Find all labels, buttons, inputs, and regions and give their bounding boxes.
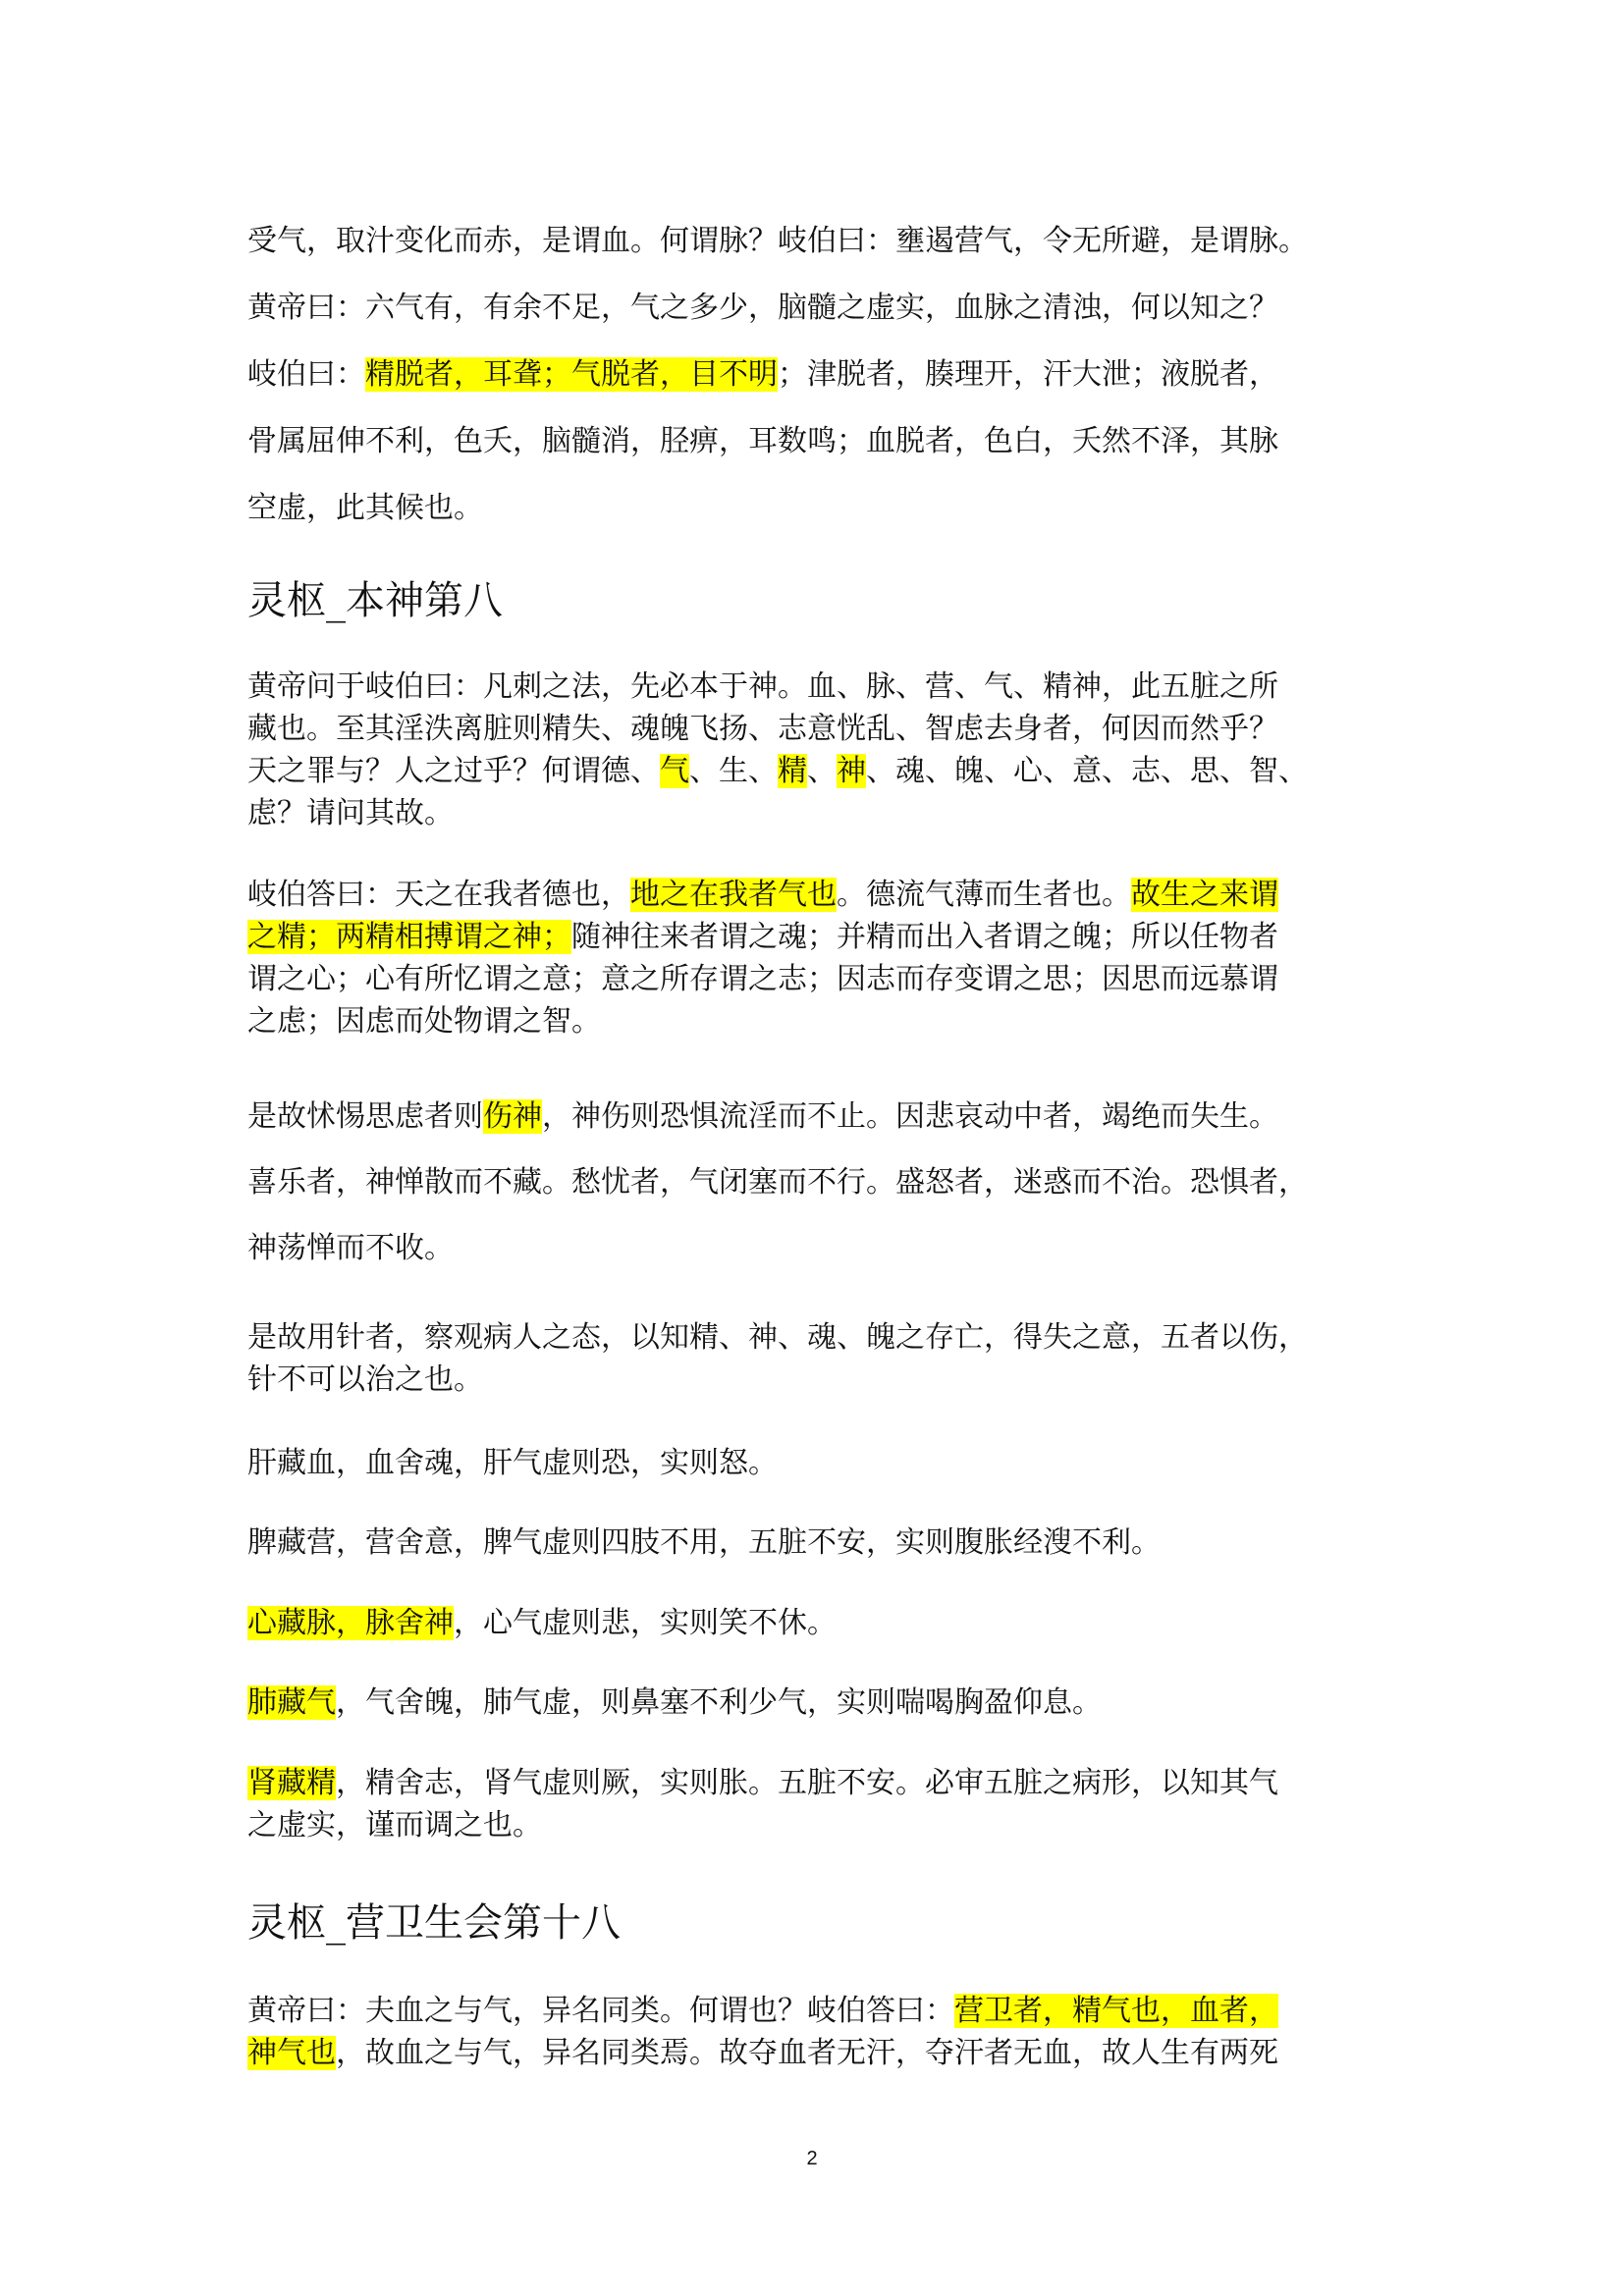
text-line (247, 958, 1391, 1000)
text-run: ，心气虚则悲，实则笑不休。 (454, 1606, 837, 1640)
highlighted-text: 精 (778, 754, 807, 788)
text-run: 、魂、魄、心、意、志、思、智、 (866, 754, 1308, 788)
page-number: 2 (806, 2148, 818, 2169)
text-run: 空虚，此其候也。 (247, 491, 483, 525)
text-run: 是故怵惕思虑者则 (247, 1099, 483, 1134)
highlighted-text: 神气也 (247, 2036, 336, 2070)
text-run: ，气舍魄，肺气虚，则鼻塞不利少气，实则喘喝胸盈仰息。 (336, 1685, 1102, 1720)
text-line (247, 916, 1391, 958)
section-heading-yingwei: 灵枢_营卫生会第十八 (247, 1900, 621, 1946)
text-run: 是故用针者，察观病人之态，以知精、神、魂、魄之存亡，得失之意，五者以伤， (247, 1320, 1308, 1355)
benshen-paragraph-4 (247, 1316, 1391, 1401)
text-run: 黄帝问于岐伯曰：凡刺之法，先必本于神。血、脉、营、气、精神，此五脏之所 (247, 669, 1278, 704)
highlighted-text: 故生之来谓 (1131, 878, 1278, 912)
section-heading-benshen: 灵枢_本神第八 (247, 578, 503, 623)
text-run: ，故血之与气，异名同类焉。故夺血者无汗，夺汗者无血，故人生有两死 (336, 2036, 1278, 2070)
benshen-paragraph-2 (247, 874, 1391, 1042)
highlighted-text: 之精；两精相搏谓之神； (247, 920, 571, 954)
text-line (247, 874, 1391, 916)
text-line (247, 1804, 1391, 1846)
text-run: 受气，取汁变化而赤，是谓血。何谓脉？岐伯曰：壅遏营气，令无所避，是谓脉。 (247, 224, 1308, 258)
text-run: 神荡惮而不收。 (247, 1231, 454, 1265)
highlighted-text: 营卫者，精气也，血者， (954, 1994, 1278, 2028)
text-run: 、生、 (689, 754, 778, 788)
text-line (247, 1602, 1391, 1644)
yingwei-paragraph-1 (247, 1990, 1391, 2074)
text-run: 针不可以治之也。 (247, 1362, 483, 1397)
text-run: 藏也。至其淫泆离脏则精失、魂魄飞扬、志意恍乱、智虑去身者，何因而然乎？ (247, 712, 1278, 746)
highlighted-text: 神 (837, 754, 866, 788)
text-line (247, 1990, 1391, 2032)
intro-paragraph (247, 208, 1391, 542)
text-line (247, 666, 1391, 708)
text-run: 肝藏血，血舍魂，肝气虚则恐，实则怒。 (247, 1446, 778, 1480)
text-run: 之虑；因虑而处物谓之智。 (247, 1004, 601, 1039)
text-run: ，精舍志，肾气虚则厥，实则胀。五脏不安。必审五脏之病形，以知其气 (336, 1766, 1278, 1800)
text-line (247, 2032, 1391, 2074)
text-line (247, 792, 1391, 834)
text-run: 岐伯曰： (247, 357, 365, 392)
text-run: 谓之心；心有所忆谓之意；意之所存谓之志；因志而存变谓之思；因思而远慕谓 (247, 962, 1278, 996)
text-run: 随神往来者谓之魂；并精而出入者谓之魄；所以任物者 (571, 920, 1278, 954)
text-line (247, 208, 1391, 275)
text-run: ，神伤则恐惧流淫而不止。因悲哀动中者，竭绝而失生。 (542, 1099, 1278, 1134)
text-run: 脾藏营，营舍意，脾气虚则四肢不用，五脏不安，实则腹胀经溲不利。 (247, 1525, 1161, 1560)
benshen-paragraph-1 (247, 666, 1391, 834)
highlighted-text: 气 (660, 754, 689, 788)
text-line (247, 1316, 1391, 1359)
text-line (247, 1149, 1391, 1215)
text-run: 骨属屈伸不利，色夭，脑髓消，胫痹，耳数鸣；血脱者，色白，夭然不泽，其脉 (247, 424, 1278, 458)
benshen-paragraph-6 (247, 1522, 1391, 1564)
text-line (247, 475, 1391, 542)
text-run: 。德流气薄而生者也。 (837, 878, 1131, 912)
text-run: ；津脱者，腠理开，汗大泄；液脱者， (778, 357, 1278, 392)
text-line (247, 1442, 1391, 1484)
text-run: 之虚实，谨而调之也。 (247, 1808, 542, 1842)
benshen-paragraph-3 (247, 1084, 1391, 1281)
highlighted-text: 肺藏气 (247, 1685, 336, 1720)
highlighted-text: 地之在我者气也 (630, 878, 837, 912)
text-line (247, 708, 1391, 750)
text-line (247, 408, 1391, 475)
text-run: 虑？请问其故。 (247, 796, 454, 830)
benshen-paragraph-5 (247, 1442, 1391, 1484)
text-run: 岐伯答曰：天之在我者德也， (247, 878, 630, 912)
highlighted-text: 伤神 (483, 1099, 542, 1134)
text-line (247, 750, 1391, 792)
text-line (247, 1084, 1391, 1149)
text-line (247, 275, 1391, 342)
text-line (247, 1215, 1391, 1281)
benshen-paragraph-7 (247, 1602, 1391, 1644)
text-run: 、 (807, 754, 837, 788)
text-line (247, 1000, 1391, 1042)
text-line (247, 1522, 1391, 1564)
highlighted-text: 心藏脉，脉舍神 (247, 1606, 454, 1640)
benshen-paragraph-8 (247, 1682, 1391, 1724)
text-line (247, 1762, 1391, 1804)
text-line (247, 1359, 1391, 1401)
text-line (247, 1682, 1391, 1724)
highlighted-text: 肾藏精 (247, 1766, 336, 1800)
text-run: 黄帝曰：夫血之与气，异名同类。何谓也？岐伯答曰： (247, 1994, 954, 2028)
text-run: 黄帝曰：六气有，有余不足，气之多少，脑髓之虚实，血脉之清浊，何以知之？ (247, 291, 1278, 325)
text-run: 天之罪与？人之过乎？何谓德、 (247, 754, 660, 788)
benshen-paragraph-9 (247, 1762, 1391, 1846)
highlighted-text: 精脱者，耳聋；气脱者，目不明 (365, 357, 778, 392)
text-line (247, 342, 1391, 408)
text-run: 喜乐者，神惮散而不藏。愁忧者，气闭塞而不行。盛怒者，迷惑而不治。恐惧者， (247, 1165, 1308, 1200)
